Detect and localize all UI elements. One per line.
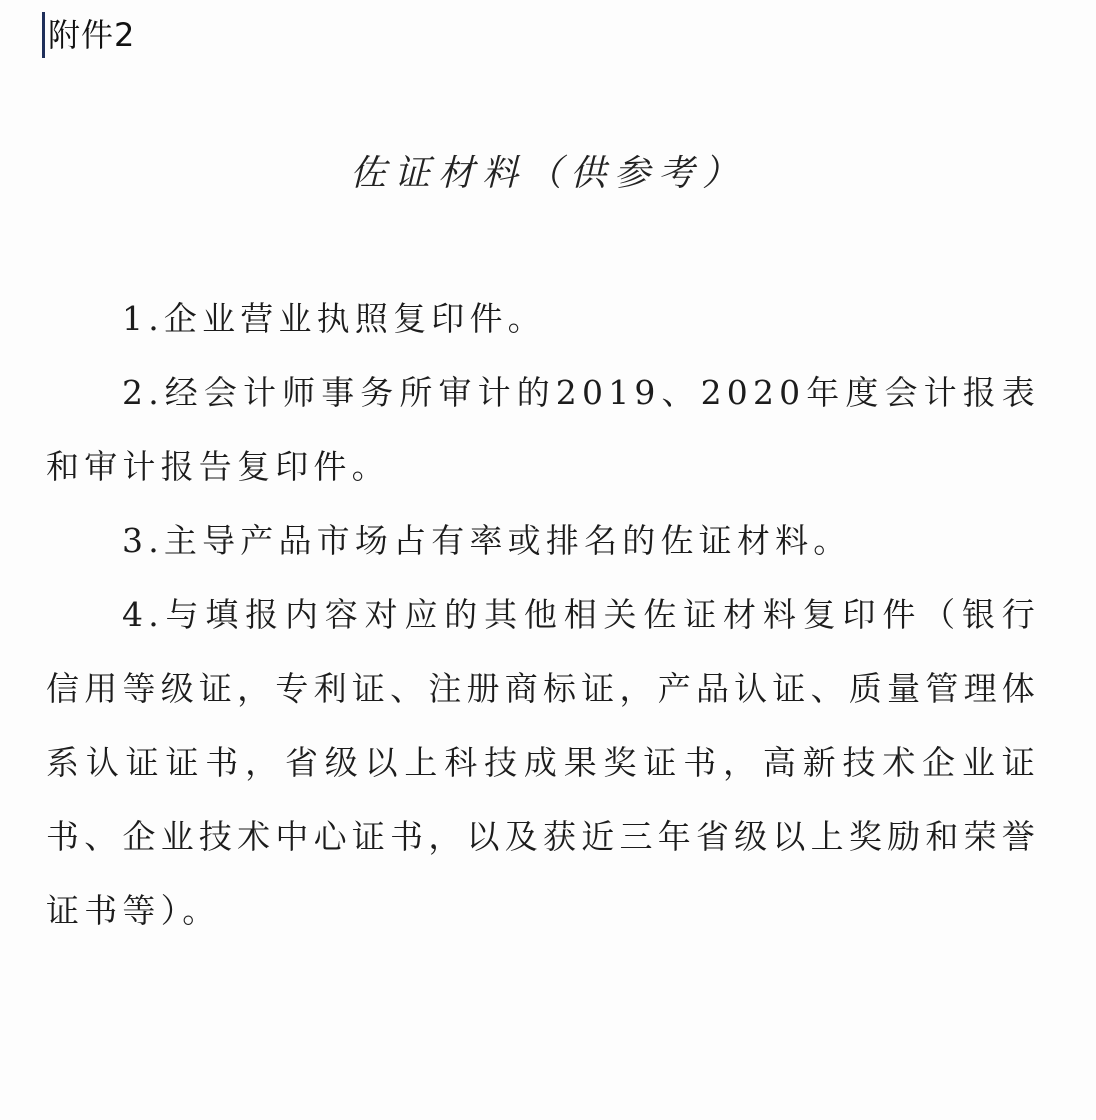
- attachment-label: 附件2: [48, 16, 136, 54]
- list-item: 2.经会计师事务所审计的2019、2020年度会计报表和审计报告复印件。: [46, 373, 1040, 486]
- text-cursor: [42, 12, 45, 58]
- list-item: 1.企业营业执照复印件。: [122, 299, 546, 338]
- list-item: 4.与填报内容对应的其他相关佐证材料复印件（银行信用等级证，专利证、注册商标证，产品认证、质量管理体系认证证书，省级以上科技成果奖证书，高新技术企业证书、企业技术中心证书，以及获近三年省级以上奖励和荣誉证书等）。: [46, 595, 1040, 930]
- list-item: 3.主导产品市场占有率或排名的佐证材料。: [122, 521, 852, 560]
- document-title: 佐证材料（供参考）: [349, 153, 746, 194]
- document-body: [46, 282, 1040, 948]
